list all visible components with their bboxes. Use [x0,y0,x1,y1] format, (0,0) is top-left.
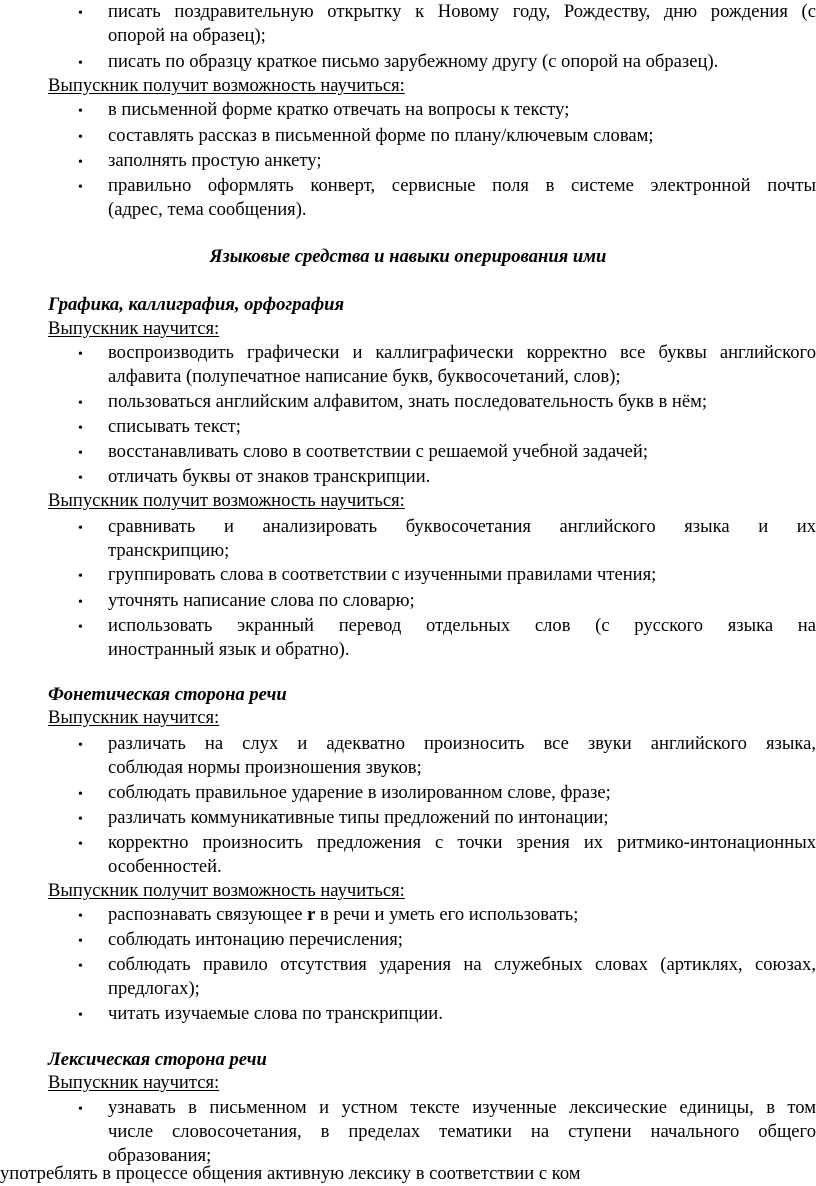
list-item: составлять рассказ в письменной форме по плану/ключевым словам; [108,125,654,146]
list-item-cont: (адрес, тема сообщения). [108,199,307,220]
list-item-cont: особенностей. [108,856,222,877]
lead-line: Выпускник научится: [48,318,220,339]
list-item: различать на слух и адекватно произносить все звуки английского языка, [108,733,816,754]
list-item-cont: алфавита (полупечатное написание букв, буквосочетаний, слов); [108,366,621,387]
list-item: писать по образцу краткое письмо зарубежному другу (с опорой на образец). [108,51,719,72]
list-item [108,903,578,927]
bullet: • [78,812,83,827]
list-item: использовать экранный перевод отдельных слов (с русского языка на [108,615,816,636]
lead-line: Выпускник научится: [48,707,220,728]
section-title: Языковые средства и навыки оперирования ими [209,246,607,267]
list-item: отличать буквы от знаков транскрипции. [108,466,431,487]
bullet: • [78,155,83,170]
list-item: уточнять написание слова по словарю; [108,590,415,611]
bullet: • [78,837,83,852]
list-item: группировать слова в соответствии с изученными правилами чтения; [108,564,657,585]
bullet: • [78,180,83,195]
list-item-cont: соблюдая нормы произношения звуков; [108,757,422,778]
list-item: узнавать в письменном и устном тексте изученные лексические единицы, в том [108,1097,816,1118]
bullet: • [78,421,83,436]
bullet: • [78,56,83,71]
bullet: • [78,909,83,924]
bullet: • [78,396,83,411]
subsection-title: Графика, каллиграфия, орфография [48,294,345,315]
bullet: • [78,104,83,119]
list-item-text: в речи и уметь его использовать; [315,904,579,925]
lead-line: Выпускник научится: [48,1072,220,1093]
list-item: корректно произносить предложения с точки зрения их ритмико-интонационных [108,832,816,853]
list-item: соблюдать правило отсутствия ударения на служебных словах (артиклях, союзах, [108,954,816,975]
bullet: • [78,787,83,802]
bullet: • [78,521,83,536]
list-item: в письменной форме кратко отвечать на вопросы к тексту; [108,99,570,120]
lead-line: Выпускник получит возможность научиться: [48,490,405,511]
bullet: • [78,446,83,461]
list-item-cont: образования; [108,1145,212,1166]
bullet: • [78,1008,83,1023]
list-item: различать коммуникативные типы предложений по интонации; [108,807,609,828]
list-item-cont: опорой на образец); [108,25,266,46]
list-item-text: распознавать связующее [108,904,308,925]
trailing-line: употреблять в процессе общения активную лексику в соответствии с ком [0,1163,581,1184]
list-item-cont: предлогах); [108,978,200,999]
list-item: восстанавливать слово в соответствии с решаемой учебной задачей; [108,441,649,462]
bullet: • [78,738,83,753]
list-item: пользоваться английским алфавитом, знать последовательность букв в нём; [108,391,708,412]
list-item: читать изучаемые слова по транскрипции. [108,1003,443,1024]
lead-line: Выпускник получит возможность научиться: [48,75,405,96]
bullet: • [78,471,83,486]
list-item: сравнивать и анализировать буквосочетания английского языка и их [108,516,816,537]
list-item: правильно оформлять конверт, сервисные поля в системе электронной почты [108,175,816,196]
list-item: списывать текст; [108,416,241,437]
bullet: • [78,620,83,635]
bullet: • [78,934,83,949]
bullet: • [78,6,83,21]
lead-line: Выпускник получит возможность научиться: [48,880,405,901]
subsection-title: Фонетическая сторона речи [48,684,287,705]
list-item-cont: иностранный язык и обратно). [108,639,350,660]
list-item: писать поздравительную открытку к Новому году, Рождеству, дню рождения (с [108,1,816,22]
list-item-cont: транскрипцию; [108,540,230,561]
bullet: • [78,130,83,145]
bullet: • [78,569,83,584]
list-item-cont: числе словосочетания, в пределах тематики на ступени начального общего [108,1121,816,1142]
list-item: соблюдать интонацию перечисления; [108,929,403,950]
bullet: • [78,347,83,362]
bullet: • [78,959,83,974]
bullet: • [78,1102,83,1117]
list-item: заполнять простую анкету; [108,150,322,171]
linking-r: r [307,904,316,925]
subsection-title: Лексическая сторона речи [48,1049,267,1070]
bullet: • [78,595,83,610]
list-item: соблюдать правильное ударение в изолированном слове, фразе; [108,782,611,803]
list-item: воспроизводить графически и каллиграфически корректно все буквы английского [108,342,816,363]
